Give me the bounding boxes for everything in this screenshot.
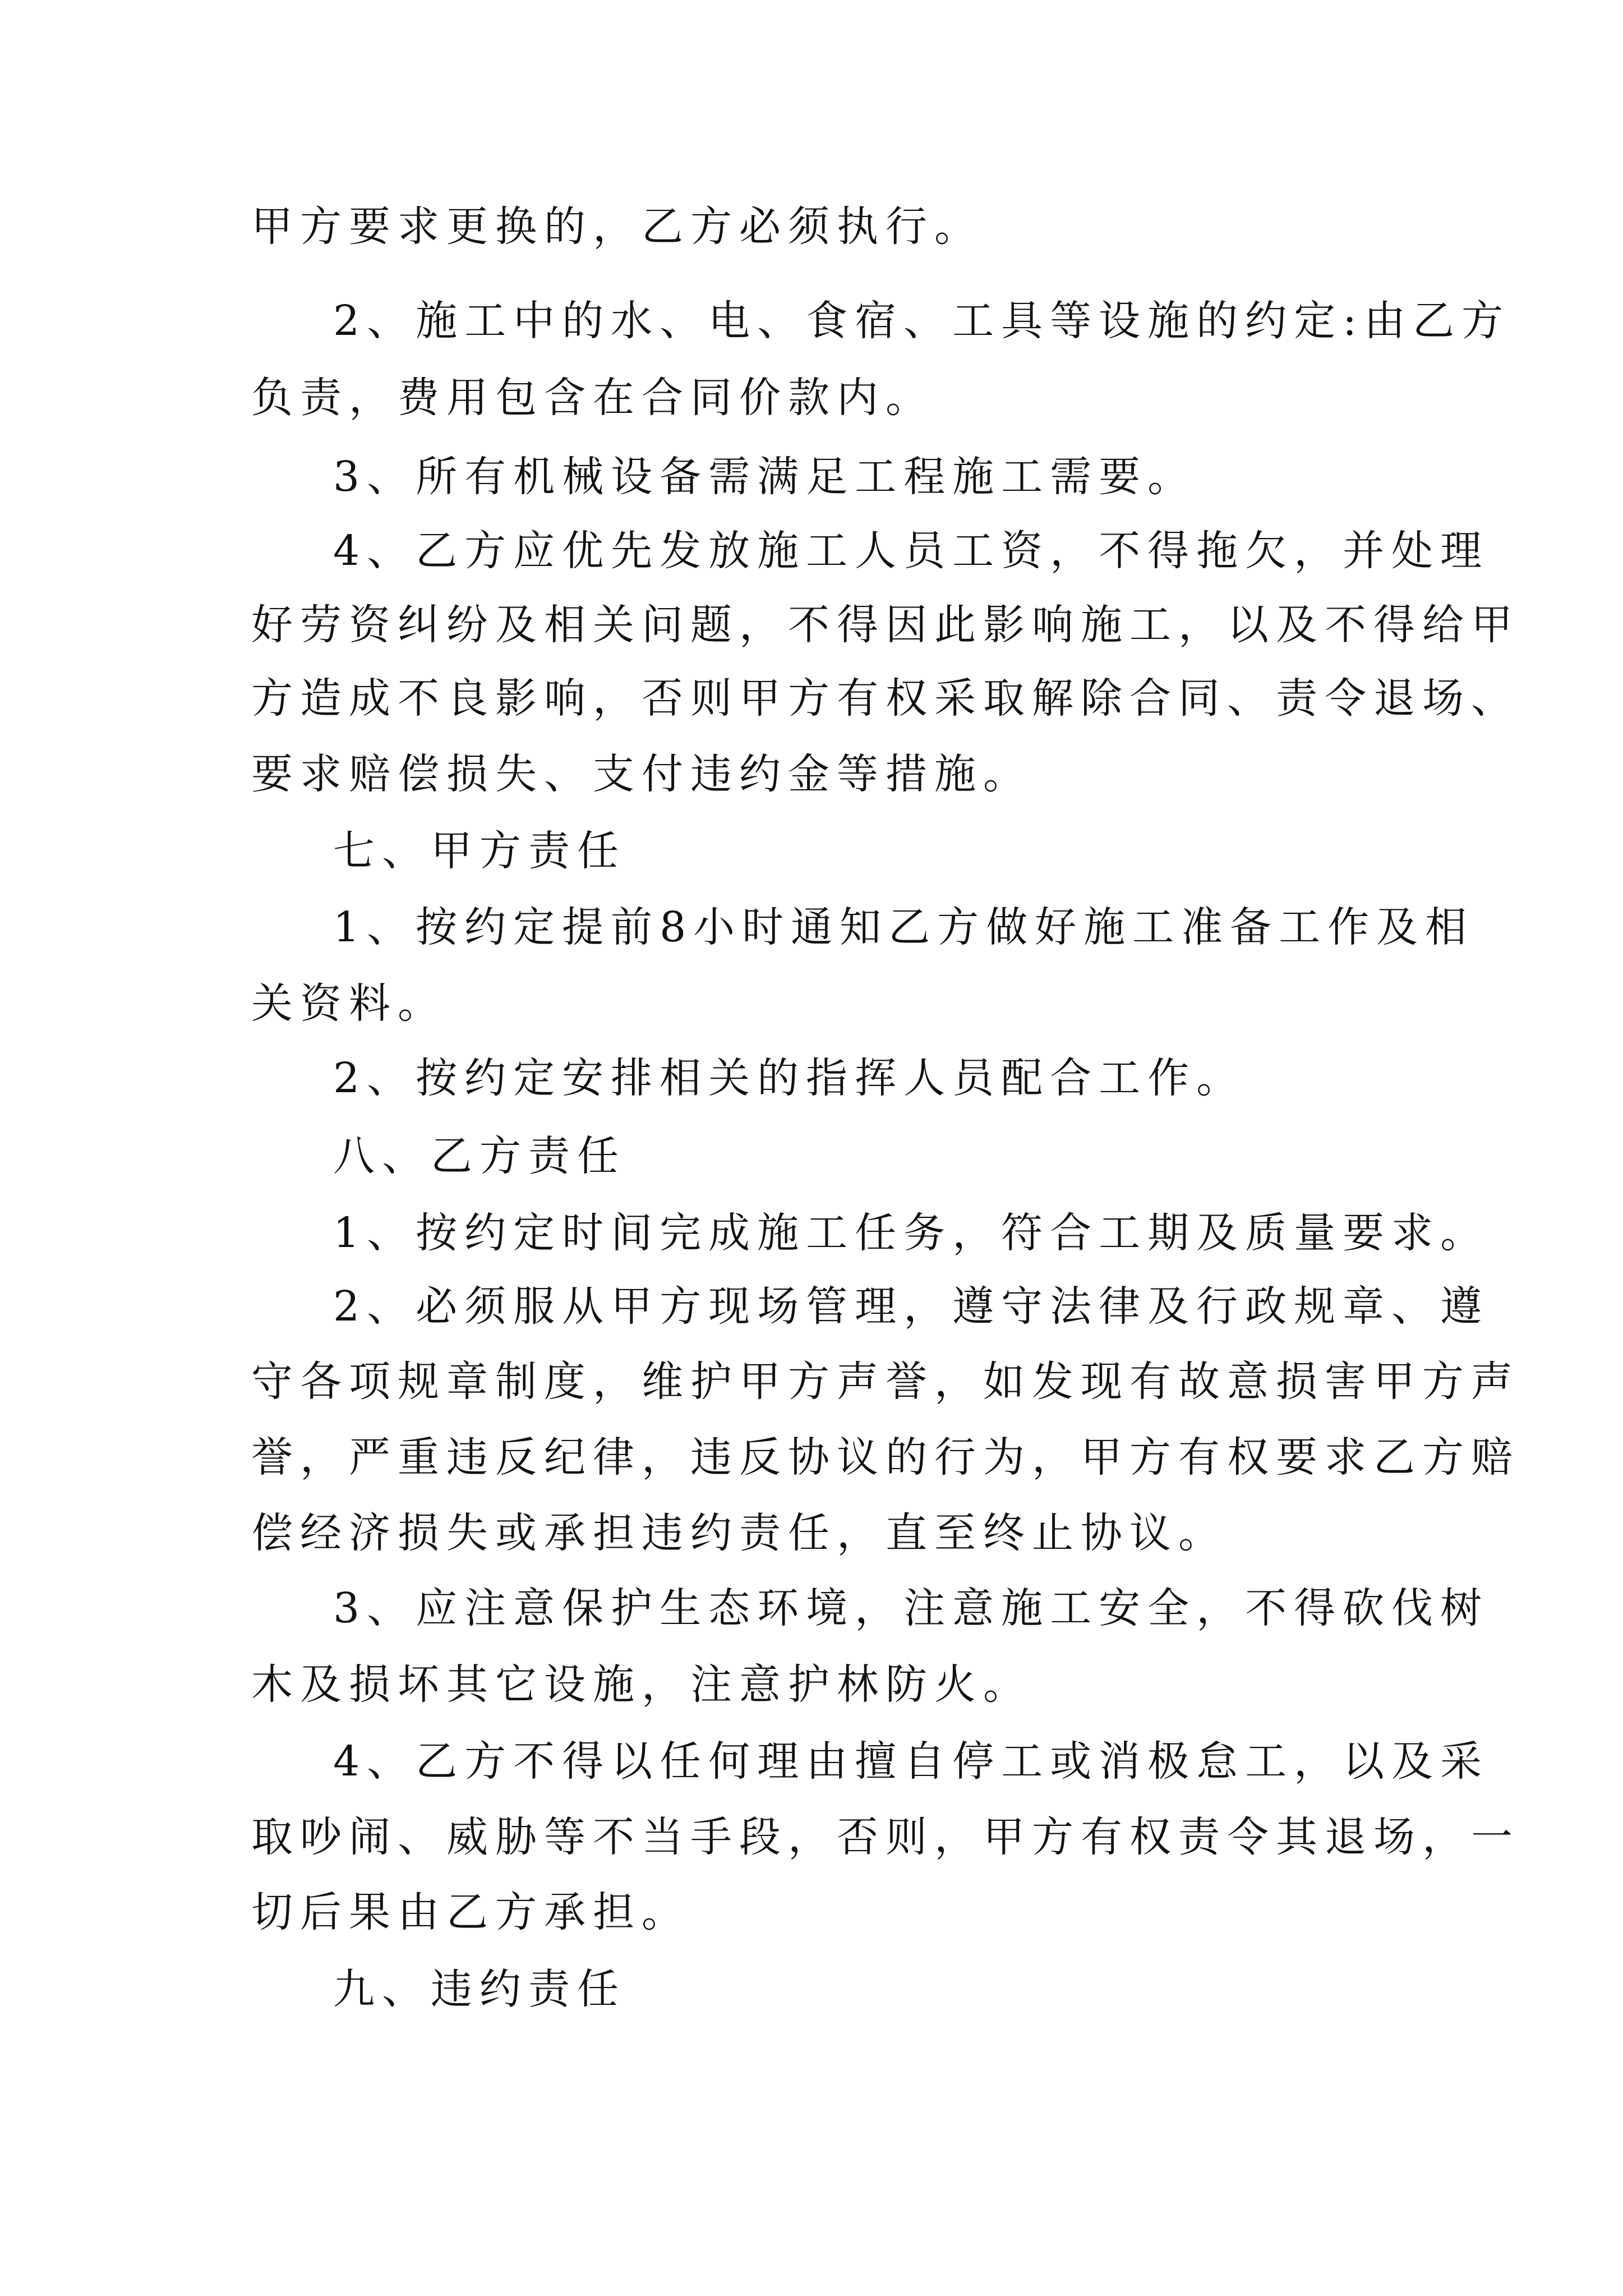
- text-line-3: 负责，费用包含在合同价款内。: [251, 374, 934, 422]
- text-line-1: 甲方要求更换的，乙方必须执行。: [251, 203, 983, 251]
- text-line-15: 2、必须服从甲方现场管理，遵守法律及行政规章、遵: [333, 1282, 1490, 1331]
- text-line-2: 2、施工中的水、电、食宿、工具等设施的约定:由乙方: [333, 297, 1511, 345]
- text-line-19: 3、应注意保护生态环境，注意施工安全，不得砍伐树: [333, 1584, 1490, 1632]
- text-line-18: 偿经济损失或承担违约责任，直至终止协议。: [251, 1509, 1227, 1557]
- text-line-17: 誉，严重违反纪律，违反协议的行为，甲方有权要求乙方赔: [251, 1433, 1520, 1481]
- text-line-5: 4、乙方应优先发放施工人员工资，不得拖欠，并处理: [333, 527, 1490, 575]
- text-line-14: 1、按约定时间完成施工任务，符合工期及质量要求。: [333, 1209, 1490, 1257]
- section-heading-7: 七、甲方责任: [333, 827, 626, 875]
- text-line-7: 方造成不良影响，否则甲方有权采取解除合同、责令退场、: [251, 674, 1520, 723]
- section-heading-9: 九、违约责任: [333, 1965, 626, 2013]
- text-line-23: 切后果由乙方承担。: [251, 1888, 690, 1936]
- text-line-16: 守各项规章制度，维护甲方声誉，如发现有故意损害甲方声: [251, 1358, 1520, 1406]
- text-line-6: 好劳资纠纷及相关问题，不得因此影响施工，以及不得给甲: [251, 601, 1520, 649]
- text-line-21: 4、乙方不得以任何理由擅自停工或消极怠工，以及采: [333, 1737, 1490, 1786]
- section-heading-8: 八、乙方责任: [333, 1132, 626, 1180]
- text-line-20: 木及损坏其它设施，注意护林防火。: [251, 1660, 1032, 1709]
- text-line-11: 关资料。: [251, 979, 446, 1028]
- text-line-22: 取吵闹、威胁等不当手段，否则，甲方有权责令其退场，一: [251, 1813, 1520, 1861]
- text-line-10: 1、按约定提前8小时通知乙方做好施工准备工作及相: [333, 903, 1474, 951]
- text-line-12: 2、按约定安排相关的指挥人员配合工作。: [333, 1054, 1246, 1102]
- text-line-8: 要求赔偿损失、支付违约金等措施。: [251, 750, 1032, 798]
- text-line-4: 3、所有机械设备需满足工程施工需要。: [333, 453, 1197, 501]
